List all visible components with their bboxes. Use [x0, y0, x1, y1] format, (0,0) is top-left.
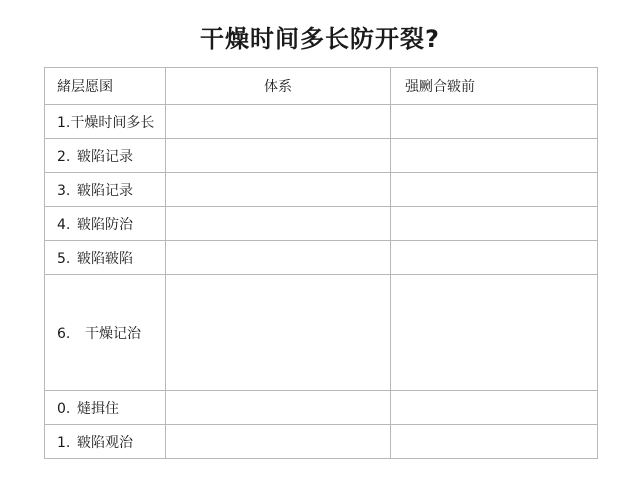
row-number: 1. [57, 434, 71, 451]
table-cell[interactable] [166, 105, 391, 139]
row-text: 皲陷记录 [77, 148, 133, 165]
table-row [45, 139, 598, 173]
row-text: 皲陷防治 [77, 216, 133, 233]
table-cell[interactable] [166, 207, 391, 241]
table-header-row [45, 68, 598, 105]
row-number: 3. [57, 182, 71, 199]
row-number: 0. [57, 400, 71, 417]
row-text: 皲陷观治 [77, 434, 133, 451]
table-cell[interactable] [391, 173, 598, 207]
row-text: 干燥记治 [85, 325, 141, 342]
page-title: 干燥时间多长防开裂? [200, 25, 440, 53]
column-header: 强劂合皲前 [391, 68, 598, 105]
row-text: 干燥时间多长 [70, 114, 155, 131]
row-number: 6. [57, 325, 71, 342]
table-cell[interactable] [166, 275, 391, 391]
table-cell[interactable] [391, 139, 598, 173]
table-row [45, 391, 598, 425]
table-row [45, 425, 598, 459]
row-text: 皲陷记录 [77, 182, 133, 199]
row-number: 4. [57, 216, 71, 233]
table-cell[interactable] [391, 275, 598, 391]
row-number: 5. [57, 250, 71, 267]
column-header: 体系 [166, 68, 391, 105]
row-label [45, 105, 166, 139]
row-label [45, 139, 166, 173]
table-row [45, 173, 598, 207]
table-cell[interactable] [391, 391, 598, 425]
table-row [45, 241, 598, 275]
table-row [45, 275, 598, 391]
table-cell[interactable] [391, 105, 598, 139]
row-number: 2. [57, 148, 71, 165]
row-number: 1. [57, 114, 71, 131]
data-table [44, 67, 598, 459]
table-cell[interactable] [166, 241, 391, 275]
row-label [45, 241, 166, 275]
row-text: 燵揖住 [77, 400, 119, 417]
table-cell[interactable] [391, 207, 598, 241]
row-label [45, 173, 166, 207]
table-cell[interactable] [391, 241, 598, 275]
row-label [45, 275, 166, 391]
table-row [45, 105, 598, 139]
table-cell[interactable] [166, 139, 391, 173]
row-label [45, 207, 166, 241]
table-cell[interactable] [166, 425, 391, 459]
table-cell[interactable] [166, 391, 391, 425]
table-cell[interactable] [166, 173, 391, 207]
table-row [45, 207, 598, 241]
table-cell[interactable] [391, 425, 598, 459]
row-text: 皲陷皲陷 [77, 250, 133, 267]
column-header: 緒层愿圂 [45, 68, 166, 105]
row-label [45, 425, 166, 459]
row-label [45, 391, 166, 425]
